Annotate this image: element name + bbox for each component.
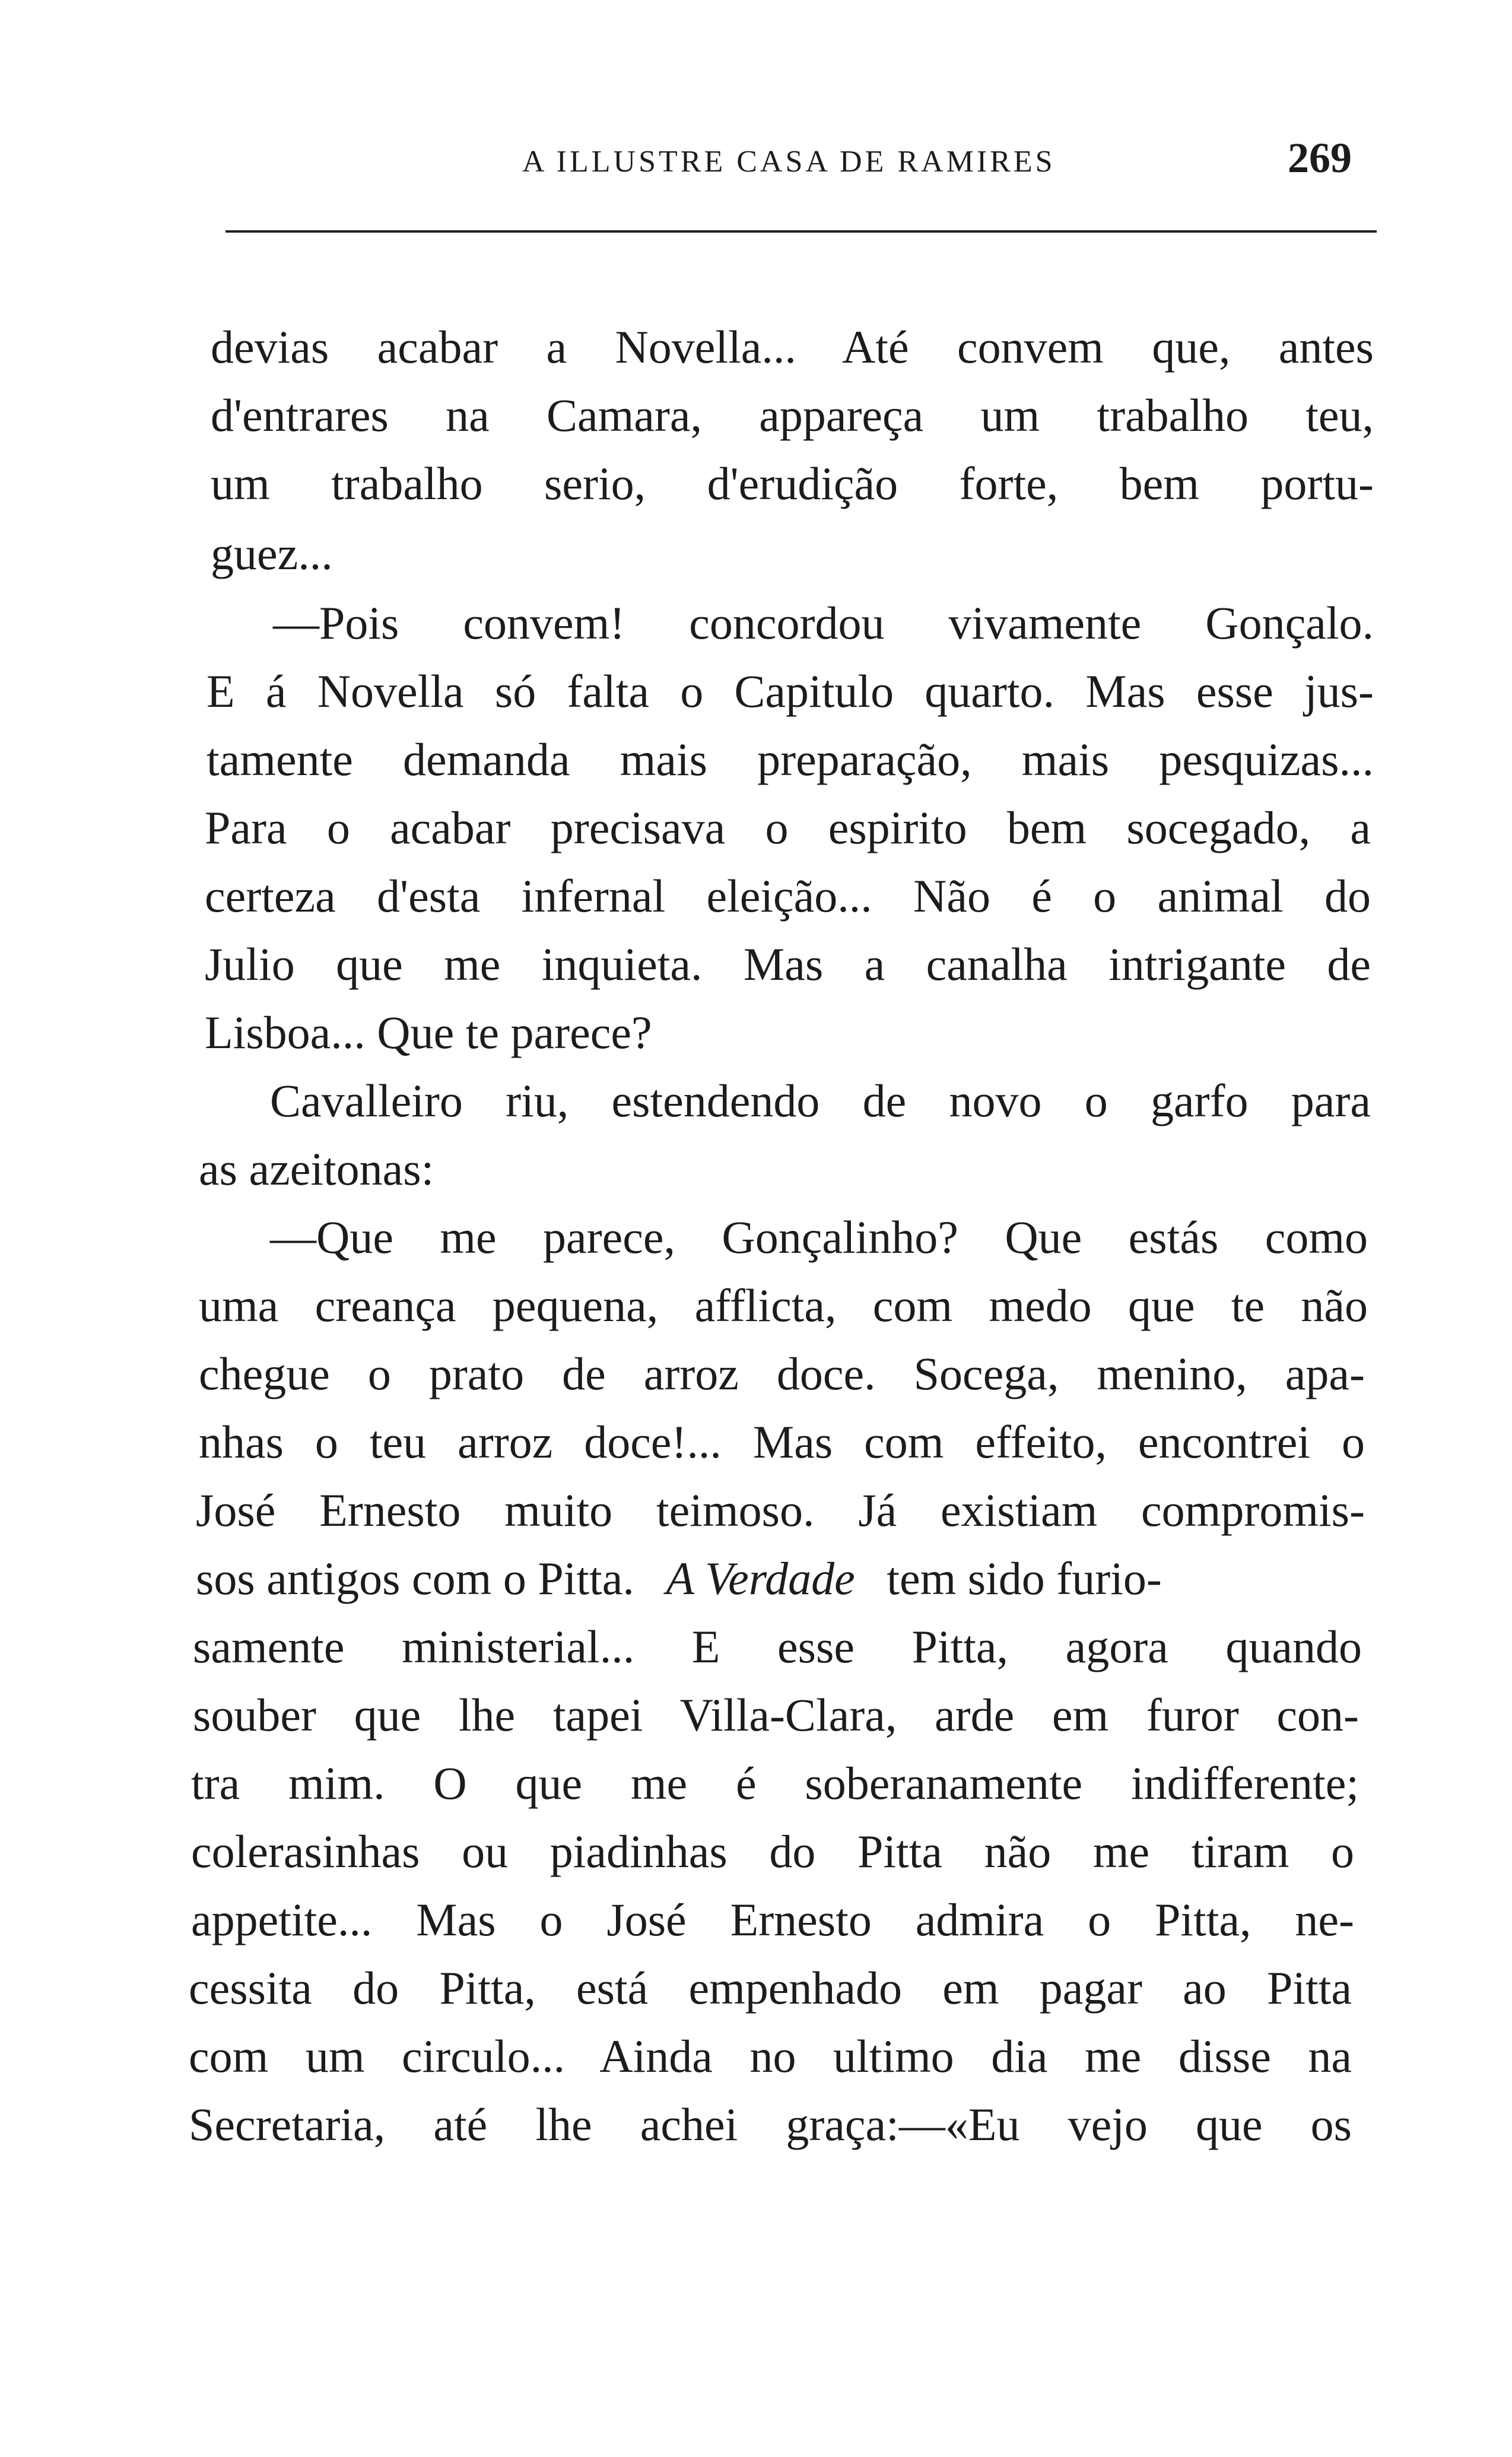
text-line: —Pois convem! concordou vivamente Gonçalo. (273, 597, 1374, 649)
text-line: samente ministerial... E esse Pitta, agora quando (193, 1621, 1362, 1672)
running-title: A ILLUSTRE CASA DE RAMIRES (522, 145, 1056, 179)
text-line: as azeitonas: (199, 1143, 434, 1195)
text-line: Cavalleiro riu, estendendo de novo o garfo para (270, 1075, 1371, 1126)
text-line: guez... (211, 528, 333, 579)
text-line: uma creança pequena, afflicta, com medo que te não (199, 1280, 1368, 1331)
text-line: chegue o prato de arroz doce. Socega, menino, apa- (199, 1348, 1365, 1399)
text-segment: sos antigos com o Pitta. (196, 1553, 634, 1604)
text-line: Secretaria, até lhe achei graça:—«Eu vejo que os (189, 2099, 1352, 2150)
page-number: 269 (1288, 134, 1352, 182)
text-line: E á Novella só falta o Capitulo quarto. Mas esse jus- (207, 665, 1374, 717)
text-line: cessita do Pitta, está empenhado em pagar ao Pitta (189, 1962, 1352, 2014)
text-line: nhas o teu arroz doce!... Mas com effeito, encontrei o (199, 1416, 1365, 1468)
text-line: souber que lhe tapei Villa-Clara, arde em furor con- (193, 1689, 1359, 1741)
text-line: Lisboa... Que te parece? (205, 1007, 652, 1058)
text-line: certeza d'esta infernal eleição... Não é o animal do (205, 870, 1371, 922)
text-line: Para o acabar precisava o espirito bem socegado, a (205, 802, 1371, 853)
text-line: devias acabar a Novella... Até convem que, antes (211, 321, 1374, 373)
text-line: tamente demanda mais preparação, mais pesquizas... (207, 734, 1374, 785)
text-line: —Que me parece, Gonçalinho? Que estás como (270, 1211, 1368, 1263)
text-line: José Ernesto muito teimoso. Já existiam compromis- (196, 1484, 1365, 1536)
text-line: tra mim. O que me é soberanamente indifferente; (191, 1757, 1359, 1809)
text-line: um trabalho serio, d'erudição forte, bem portu- (211, 458, 1374, 509)
newspaper-title: A Verdade (666, 1553, 855, 1604)
text-line: d'entrares na Camara, appareça um trabalho teu, (211, 389, 1374, 441)
text-line-with-title (196, 1546, 1365, 1611)
text-segment: tem sido furio- (887, 1553, 1162, 1604)
text-line: Julio que me inquieta. Mas a canalha intrigante de (205, 938, 1371, 990)
text-line: colerasinhas ou piadinhas do Pitta não me tiram o (191, 1826, 1354, 1877)
text-line: appetite... Mas o José Ernesto admira o Pitta, ne- (191, 1894, 1354, 1945)
text-line: com um circulo... Ainda no ultimo dia me disse na (189, 2030, 1352, 2082)
